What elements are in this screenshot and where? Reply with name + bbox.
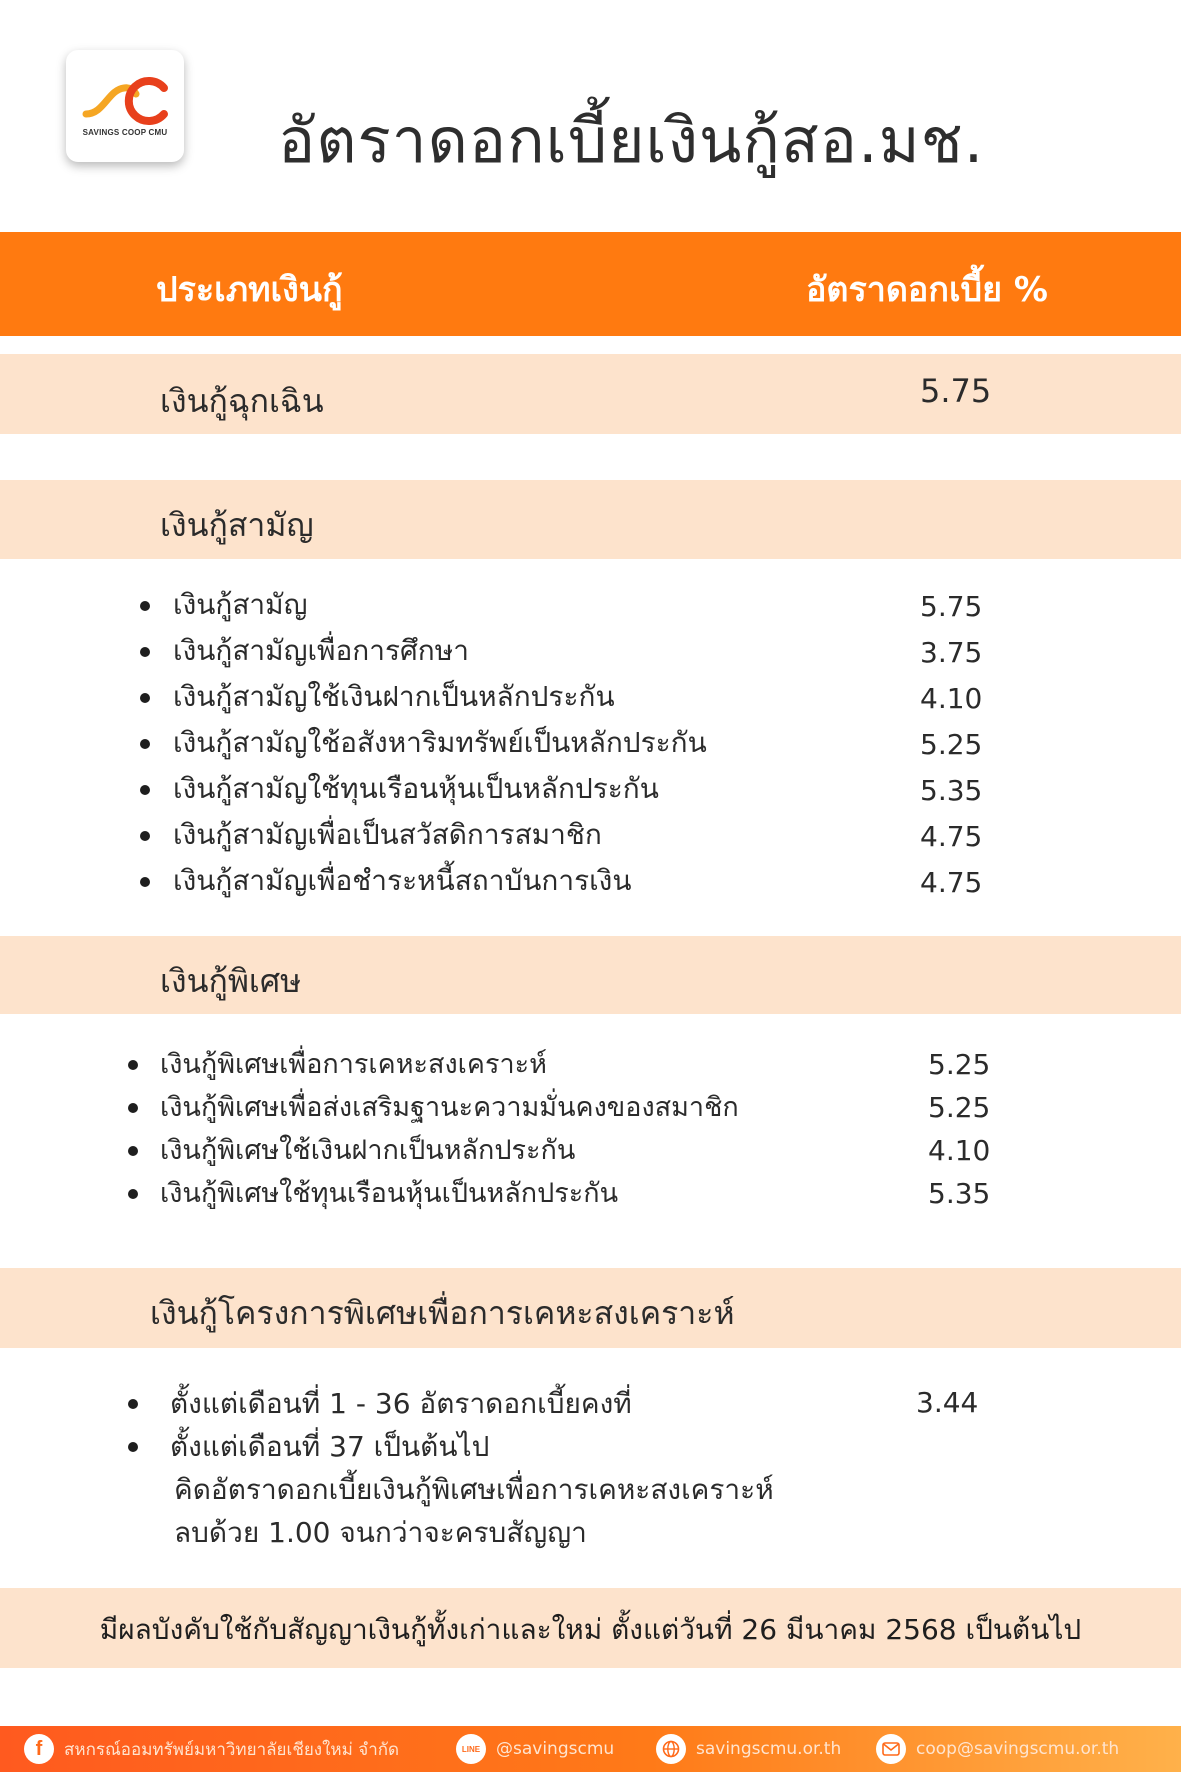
list-item <box>128 1043 739 1086</box>
loan-rate: 5.35 <box>920 774 983 807</box>
effective-date-notice <box>0 1588 1181 1668</box>
section-ordinary-loan <box>0 480 1181 559</box>
special-loan-list <box>128 1043 739 1215</box>
notice-text: มีผลบังคับใช้กับสัญญาเงินกู้ทั้งเก่าและใหม่ ตั้งแต่วันที่ 26 มีนาคม 2568 เป็นต้นไป <box>99 1613 1082 1646</box>
ordinary-loan-list <box>140 582 707 904</box>
loan-label: เงินกู้สามัญใช้ทุนเรือนหุ้นเป็นหลักประกัน <box>173 772 659 805</box>
loan-rate: 3.44 <box>916 1386 979 1419</box>
period-label: ตั้งแต่เดือนที่ 37 เป็นต้นไป <box>170 1430 490 1463</box>
bullet <box>140 693 150 703</box>
logo-text: SAVINGS COOP CMU <box>82 128 168 137</box>
bullet <box>128 1399 138 1409</box>
footer-email[interactable] <box>876 1732 1119 1766</box>
bullet <box>140 831 150 841</box>
bullet <box>128 1060 138 1070</box>
bullet <box>140 739 150 749</box>
list-item <box>140 812 707 858</box>
mail-icon <box>876 1734 906 1764</box>
column-header-interest-rate: อัตราดอกเบี้ย % <box>806 270 1048 310</box>
housing-project-list <box>128 1382 774 1554</box>
loan-rate: 4.10 <box>920 682 983 715</box>
list-item <box>128 1382 774 1425</box>
section-rate: 5.75 <box>920 372 992 410</box>
coop-logo <box>66 50 184 162</box>
section-label: เงินกู้สามัญ <box>160 506 314 544</box>
loan-label: เงินกู้พิเศษใช้เงินฝากเป็นหลักประกัน <box>160 1135 576 1166</box>
period-label: ตั้งแต่เดือนที่ 1 - 36 อัตราดอกเบี้ยคงที่ <box>170 1387 632 1420</box>
footer-org-text: สหกรณ์ออมทรัพย์มหาวิทยาลัยเชียงใหม่ จำกัด <box>64 1739 400 1760</box>
loan-label: เงินกู้พิเศษเพื่อส่งเสริมฐานะความมั่นคงของสมาชิก <box>160 1092 739 1123</box>
bullet <box>128 1189 138 1199</box>
loan-label: เงินกู้สามัญ <box>173 588 308 621</box>
line-icon: LINE <box>456 1734 486 1764</box>
list-item <box>140 628 707 674</box>
list-item <box>140 720 707 766</box>
section-housing-project-loan <box>0 1268 1181 1348</box>
loan-rate: 5.35 <box>928 1177 991 1210</box>
footer-web-text: savingscmu.or.th <box>696 1739 842 1759</box>
logo-mark-icon <box>78 68 174 128</box>
loan-rate: 5.25 <box>928 1048 991 1081</box>
list-item <box>128 1086 739 1129</box>
footer-org[interactable] <box>24 1732 399 1766</box>
footer-website[interactable] <box>656 1732 841 1766</box>
bullet <box>140 785 150 795</box>
loan-label: เงินกู้พิเศษเพื่อการเคหะสงเคราะห์ <box>160 1049 547 1080</box>
list-item <box>140 674 707 720</box>
section-emergency-loan <box>0 354 1181 434</box>
list-item <box>140 582 707 628</box>
loan-label: เงินกู้พิเศษใช้ทุนเรือนหุ้นเป็นหลักประกัน <box>160 1178 619 1209</box>
bullet <box>128 1146 138 1156</box>
loan-rate: 5.75 <box>920 590 983 623</box>
loan-label: เงินกู้สามัญใช้อสังหาริมทรัพย์เป็นหลักประกัน <box>173 726 707 759</box>
loan-rate: 3.75 <box>920 636 983 669</box>
loan-rate: 4.10 <box>928 1134 991 1167</box>
globe-icon <box>656 1734 686 1764</box>
list-item <box>140 766 707 812</box>
bullet <box>128 1442 138 1452</box>
bullet <box>140 601 150 611</box>
section-special-loan <box>0 936 1181 1014</box>
footer-contact-bar <box>0 1726 1181 1772</box>
facebook-icon: f <box>24 1734 54 1764</box>
list-item <box>128 1129 739 1172</box>
period-note-line: คิดอัตราดอกเบี้ยเงินกู้พิเศษเพื่อการเคหะสงเคราะห์ <box>174 1473 774 1506</box>
bullet <box>140 647 150 657</box>
loan-rate: 4.75 <box>920 820 983 853</box>
list-item <box>140 858 707 904</box>
loan-label: เงินกู้สามัญใช้เงินฝากเป็นหลักประกัน <box>173 680 615 713</box>
section-label: เงินกู้ฉุกเฉิน <box>160 382 324 420</box>
bullet <box>140 877 150 887</box>
section-label: เงินกู้โครงการพิเศษเพื่อการเคหะสงเคราะห์ <box>150 1294 735 1332</box>
list-item <box>128 1172 739 1215</box>
column-header-loan-type: ประเภทเงินกู้ <box>156 270 343 310</box>
loan-label: เงินกู้สามัญเพื่อการศึกษา <box>173 634 469 667</box>
bullet <box>128 1103 138 1113</box>
loan-label: เงินกู้สามัญเพื่อชำระหนี้สถาบันการเงิน <box>173 864 632 897</box>
footer-line[interactable] <box>456 1732 614 1766</box>
page-title: อัตราดอกเบี้ยเงินกู้สอ.มช. <box>278 104 985 177</box>
footer-email-text: coop@savingscmu.or.th <box>916 1739 1120 1759</box>
table-header <box>0 232 1181 336</box>
footer-line-text: @savingscmu <box>496 1739 615 1759</box>
loan-label: เงินกู้สามัญเพื่อเป็นสวัสดิการสมาชิก <box>173 818 602 851</box>
section-label: เงินกู้พิเศษ <box>160 962 302 1000</box>
loan-rate: 5.25 <box>920 728 983 761</box>
list-item <box>128 1425 774 1554</box>
period-note-line: ลบด้วย 1.00 จนกว่าจะครบสัญญา <box>174 1516 587 1549</box>
loan-rate: 4.75 <box>920 866 983 899</box>
loan-rate: 5.25 <box>928 1091 991 1124</box>
